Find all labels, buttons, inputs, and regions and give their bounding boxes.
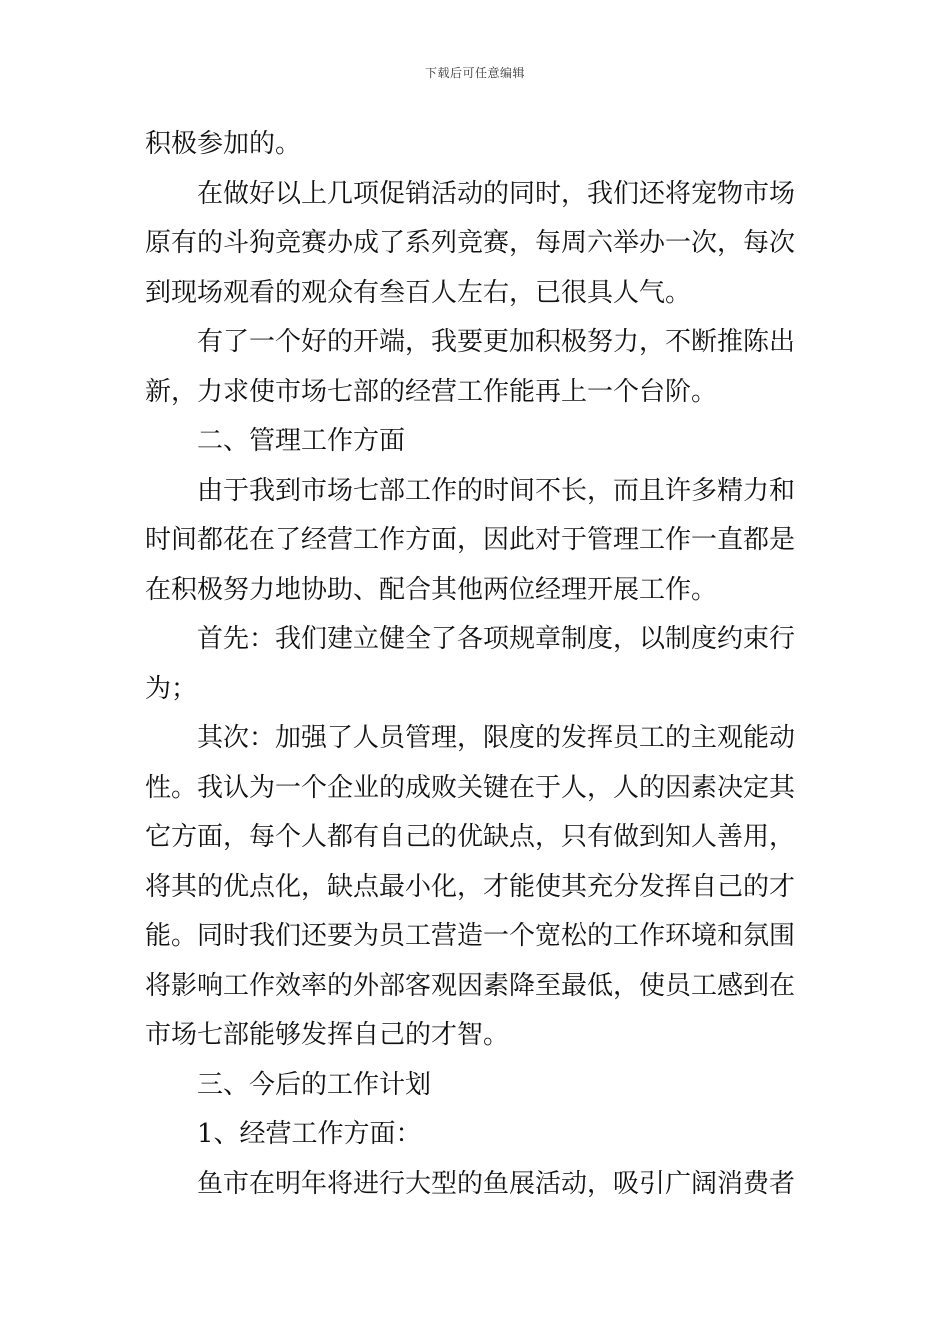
page-header: 下载后可任意编辑	[424, 66, 525, 80]
text-line: 时间都花在了经营工作方面，因此对于管理工作一直都是	[145, 525, 796, 555]
text-line: 由于我到市场七部工作的时间不长，而且许多精力和	[197, 475, 796, 506]
document-body	[145, 120, 809, 1209]
text-line: 新，力求使市场七部的经营工作能再上一个台阶。	[145, 376, 718, 407]
text-line: 在做好以上几项促销活动的同时，我们还将宠物市场	[197, 178, 796, 209]
text-line: 市场七部能够发挥自己的才智。	[145, 1020, 510, 1050]
text-line: 二、管理工作方面	[197, 426, 406, 456]
text-line: 三、今后的工作计划	[197, 1069, 432, 1100]
text-line: 将影响工作效率的外部客观因素降至最低，使员工感到在	[145, 970, 796, 1001]
text-line: 其次：加强了人员管理，限度的发挥员工的主观能动	[197, 723, 796, 753]
text-line: 为；	[145, 673, 198, 704]
text-line: 首先：我们建立健全了各项规章制度，以制度约束行	[197, 624, 796, 654]
text-line: 有了一个好的开端，我要更加积极努力，不断推陈出	[197, 327, 796, 357]
text-line: 积极参加的。	[145, 129, 302, 159]
text-line: 1、经营工作方面：	[197, 1119, 422, 1149]
text-line: 将其的优点化，缺点最小化，才能使其充分发挥自己的才	[145, 871, 796, 902]
text-line: 到现场观看的观众有叁百人左右，已很具人气。	[145, 277, 692, 308]
text-line: 能。同时我们还要为员工营造一个宽松的工作环境和氛围	[145, 921, 796, 951]
text-line: 性。我认为一个企业的成败关键在于人，人的因素决定其	[145, 772, 796, 803]
text-line: 鱼市在明年将进行大型的鱼展活动，吸引广阔消费者	[197, 1168, 796, 1199]
text-line: 在积极努力地协助、配合其他两位经理开展工作。	[145, 574, 718, 605]
text-line: 它方面，每个人都有自己的优缺点，只有做到知人善用，	[145, 822, 796, 852]
text-line: 原有的斗狗竞赛办成了系列竞赛，每周六举办一次，每次	[145, 228, 796, 258]
